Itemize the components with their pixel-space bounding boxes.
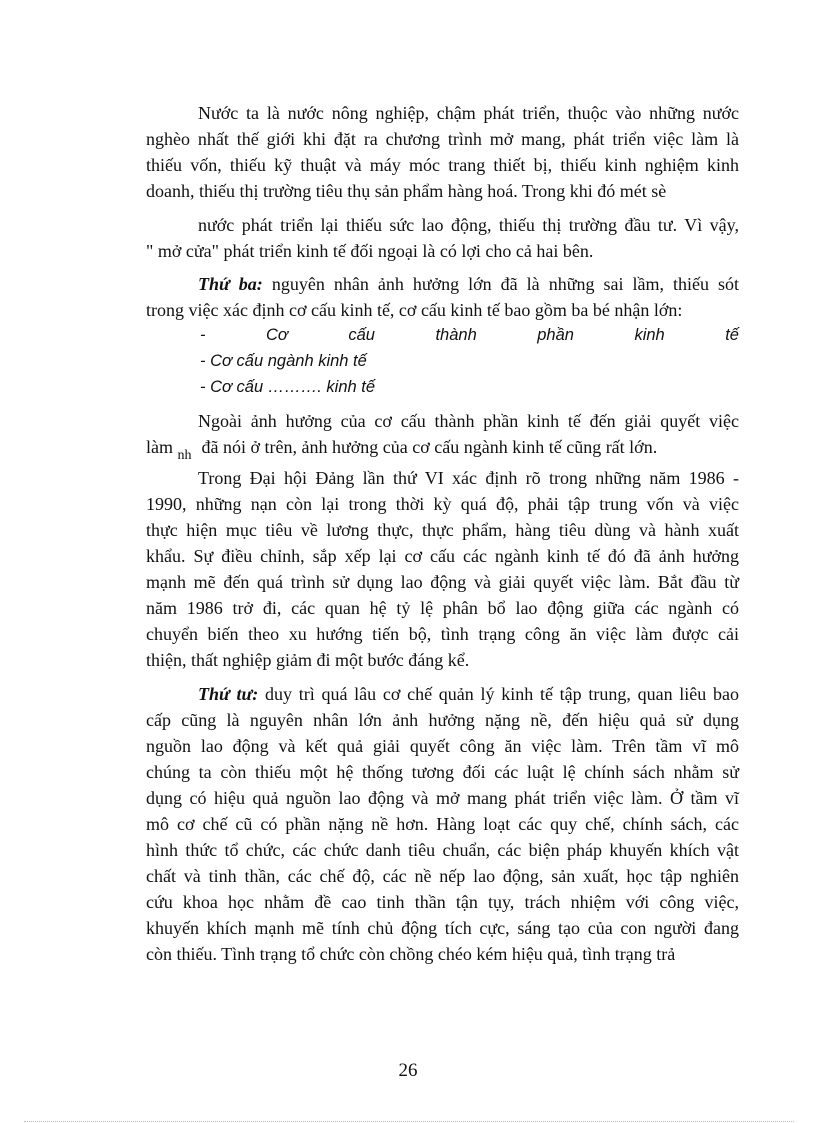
text-line: mạnh mẽ đến quá trình sử dụng lao động và giải quyết việc làm. Bắt đầu từ	[146, 572, 739, 592]
text-line: còn thiếu. Tình trạng tổ chức còn chồng chéo kém hiệu quả, tình trạng trả	[146, 944, 676, 964]
text-line: 1990, những nạn còn lại trong thời kỳ quá độ, phải tập trung vốn và việc	[146, 494, 739, 514]
text-line: nguồn lao động và kết quả giải quyết công ăn việc làm. Trên tầm vĩ mô	[146, 736, 739, 756]
text-line: năm 1986 trở đi, các quan hệ tỷ lệ phân bổ lao động giữa các ngành có	[146, 598, 739, 618]
text-line: thiếu vốn, thiếu kỹ thuật và máy móc trang thiết bị, thiếu kinh nghiệm kinh	[146, 155, 739, 175]
page-number: 26	[398, 1060, 418, 1081]
text-line: Nước ta là nước nông nghiệp, chậm phát triển, thuộc vào những nước	[198, 103, 739, 123]
text-line: Thứ ba: nguyên nhân ảnh hưởng lớn đã là những sai lầm, thiếu sót	[198, 274, 739, 294]
text-line: nước phát triển lại thiếu sức lao động, thiếu thị trường đầu tư. Vì vậy,	[198, 215, 739, 235]
text-line: Trong Đại hội Đảng lần thứ VI xác định rõ trong những năm 1986 -	[198, 468, 739, 488]
heading-label: Thứ tư:	[198, 684, 259, 704]
paragraph-4	[146, 408, 739, 463]
text-line: Thứ tư: duy trì quá lâu cơ chế quản lý kinh tế tập trung, quan liêu bao	[198, 684, 739, 704]
text-line: chất và tinh thần, các chế độ, các nề nếp lao động, sản xuất, học tập nghiên	[146, 866, 739, 886]
text-line: làm $_{nh}$ đã nói ở trên, ảnh hưởng của cơ cấu ngành kinh tế cũng rất lớn.	[146, 437, 658, 463]
heading-label: Thứ ba:	[198, 274, 263, 294]
text-line: cấp cũng là nguyên nhân lớn ảnh hưởng nặng nề, đến hiệu quả sử dụng	[146, 710, 739, 730]
text-line: " mở cửa" phát triển kinh tế đối ngoại là có lợi cho cả hai bên.	[146, 241, 594, 261]
list-item: - Cơ cấu thành phần kinh tế	[200, 326, 739, 344]
text-line: thực hiện mục tiêu về lương thực, thực phẩm, hàng tiêu dùng và hành xuất	[146, 520, 739, 540]
text-line: chuyển biến theo xu hướng tiến bộ, tình trạng công ăn việc làm được cải	[146, 624, 739, 644]
text-line: chúng ta còn thiếu một hệ thống tương đối các luật lệ chính sách nhằm sử	[146, 762, 739, 782]
list-item: - Cơ cấu ngành kinh tế	[200, 352, 367, 370]
paragraph-5	[146, 465, 739, 673]
text-line: mô cơ chế cũ có phần nặng nề hơn. Hàng loạt các quy chế, chính sách, các	[146, 814, 739, 834]
text-line: nghèo nhất thế giới khi đặt ra chương trình mở mang, phát triển việc làm là	[146, 129, 739, 149]
footer-divider	[24, 1121, 794, 1122]
text-line: hình thức tổ chức, các chức danh tiêu chuẩn, các biện pháp khuyến khích vật	[146, 840, 739, 860]
list-item: - Cơ cấu ………. kinh tế	[200, 378, 376, 396]
text-line: Ngoài ảnh hưởng của cơ cấu thành phần kinh tế đến giải quyết việc	[198, 411, 739, 431]
text-line: khẩu. Sự điều chỉnh, sắp xếp lại cơ cấu các ngành kinh tế đó đã ảnh hưởng	[146, 546, 739, 566]
text-line: doanh, thiếu thị trường tiêu thụ sản phẩm hàng hoá. Trong khi đó mét sè	[146, 181, 667, 201]
text-line: cứu khoa học nhằm đề cao tinh thần tận tụy, trách nhiệm với công việc,	[146, 892, 739, 912]
text-line: thiện, thất nghiệp giảm đi một bước đáng kể.	[146, 650, 470, 670]
bullet-list	[146, 322, 739, 400]
paragraph-3	[146, 271, 739, 323]
paragraph-2	[146, 212, 739, 264]
paragraph-6	[146, 681, 739, 967]
text-line: dụng có hiệu quả nguồn lao động và mở mang phát triển việc làm. Ở tầm vĩ	[146, 788, 739, 808]
paragraph-1	[146, 100, 739, 204]
text-line: khuyến khích mạnh mẽ tính chủ động tích cực, sáng tạo của con người đang	[146, 918, 739, 938]
text-line: trong việc xác định cơ cấu kinh tế, cơ cấu kinh tế bao gồm ba bé nhận lớn:	[146, 300, 683, 320]
